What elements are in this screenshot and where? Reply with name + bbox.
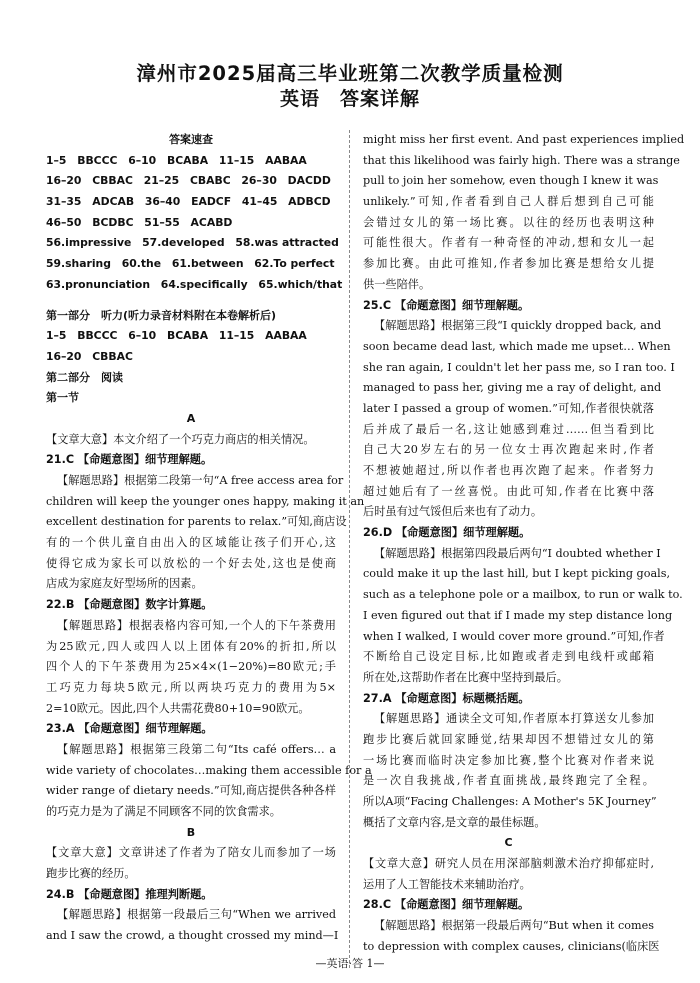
question-line: 26.D 【命题意图】细节理解题。 — [363, 526, 531, 540]
text-line: 【文章大意】本文介绍了一个巧克力商店的相关情况。 — [46, 432, 315, 446]
text-line: children will keep the younger ones happy, making it an — [46, 494, 365, 508]
text-line: 会错过女儿的第一场比赛。以往的经历也表明这种 — [363, 215, 654, 229]
answer-key-row: 46–50 BCDBC 51–55 ACABD — [46, 215, 233, 229]
answer-key-row: 16–20 CBBAC — [46, 349, 133, 363]
answer-key-row: 1–5 BBCCC 6–10 BCABA 11–15 AABAA — [46, 329, 307, 343]
text-line: 店成为家庭友好型场所的因素。 — [46, 577, 203, 591]
text-line: 跑步比赛的经历。 — [46, 867, 136, 881]
question-line: 25.C 【命题意图】细节理解题。 — [363, 298, 530, 312]
text-line: and I saw the crowd, a thought crossed my mind—I — [46, 929, 339, 943]
text-line: soon became dead last, which made me upset… When — [363, 339, 671, 353]
text-line: might miss her first event. And past experiences implied — [363, 133, 685, 146]
text-line: wide variety of chocolates…making them accessible for a — [46, 763, 372, 777]
text-line: 【解题思路】根据第一段最后三句“When we arrived — [57, 908, 336, 922]
text-line: 的巧克力是为了满足不同顾客不同的饮食需求。 — [46, 805, 281, 818]
text-line: 【解题思路】根据第三段第二句“Its café offers… a — [57, 742, 336, 756]
text-line: 不断给自己设定目标,比如跑或者走到电线杆或邮箱 — [363, 650, 654, 664]
text-line: 【文章大意】文章讲述了作者为了陪女儿而参加了一场 — [46, 846, 336, 860]
text-line: 后并成了最后一名,这让她感到难过……但当看到比 — [363, 422, 654, 436]
section-heading: 第二部分 阅读 — [46, 370, 123, 384]
text-line: 是一次自我挑战,作者直面挑战,最终跑完了全程。 — [363, 774, 654, 788]
text-line: I even figured out that if I made my step distance long — [363, 608, 673, 622]
right-column — [363, 130, 685, 958]
page-footer: —英语·答 1— — [315, 957, 385, 970]
answer-key-row: 1–5 BBCCC 6–10 BCABA 11–15 AABAA — [46, 153, 307, 167]
text-line: 后时虽有过气馁但后来也有了动力。 — [363, 505, 543, 519]
answer-key-row: 16–20 CBBAC 21–25 CBABC 26–30 DACDD — [46, 174, 331, 188]
question-line: 27.A 【命题意图】标题概括题。 — [363, 691, 530, 705]
section-heading: 第一节 — [46, 391, 79, 405]
text-line: that this likelihood was fairly high. There was a strange — [363, 153, 680, 167]
text-line: 一场比赛而临时决定参加比赛,整个比赛对作者来说 — [363, 753, 654, 767]
text-line: 【解题思路】根据表格内容可知,一个人的下午茶费用 — [57, 618, 336, 632]
text-line: such as a telephone pole or a mailbox, to run or walk to. — [363, 588, 683, 602]
text-line: 四个人的下午茶费用为25×4×(1−20%)=80欧元;手 — [46, 660, 336, 674]
text-line: managed to pass her, giving me a ray of delight, and — [363, 381, 662, 395]
document-subtitle: 英语 答案详解 — [279, 88, 420, 110]
question-line: 28.C 【命题意图】细节理解题。 — [363, 898, 530, 912]
text-line: wider range of dietary needs.”可知,商店提供各种各样 — [46, 784, 336, 798]
passage-label: C — [504, 836, 513, 850]
answer-key-heading: 答案速查 — [169, 133, 213, 146]
text-line: 参加比赛。由此可推知,作者参加比赛是想给女儿提 — [363, 257, 654, 271]
text-line: 2=10欧元。因此,四个人共需花费80+10=90欧元。 — [46, 701, 310, 715]
question-line: 24.B 【命题意图】推理判断题。 — [46, 887, 213, 901]
text-line: 不想被她超过,所以作者也再次跑了起来。作者努力 — [363, 464, 654, 477]
text-line: 供一些陪伴。 — [363, 277, 431, 291]
answer-key-row: 59.sharing 60.the 61.between 62.To perfect — [46, 257, 335, 271]
text-line: 【文章大意】研究人员在用深部脑刺激术治疗抑郁症时, — [363, 857, 654, 871]
text-line: when I walked, I would cover more ground.”可知,作者 — [363, 629, 665, 643]
question-line: 22.B 【命题意图】数字计算题。 — [46, 598, 213, 612]
answer-key-row: 63.pronunciation 64.specifically 65.which/that — [46, 277, 343, 291]
text-line: 可能性很大。作者有一种奇怪的冲动,想和女儿一起 — [363, 236, 654, 250]
text-line: she ran again, I couldn't let her pass me, so I ran too. I — [363, 360, 675, 374]
text-line: 所在处,这帮助作者在比赛中坚持到最后。 — [363, 670, 568, 684]
text-line: 工巧克力每块5欧元,所以两块巧克力的费用为5× — [46, 680, 336, 694]
text-line: pull to join her somehow, even though I knew it was — [363, 174, 659, 188]
text-line: 为25欧元,四人或四人以上团体有20%的折扣,所以 — [46, 639, 336, 653]
text-line: to depression with complex causes, clinicians(临床医 — [363, 939, 660, 953]
text-line: 【解题思路】通读全文可知,作者原本打算送女儿参加 — [374, 712, 654, 726]
text-line: 使得它成为家长可以放松的一个好去处,这也是使商 — [46, 556, 336, 570]
text-line: 【解题思路】根据第四段最后两句“I doubted whether I — [374, 546, 661, 560]
section-heading: 第一部分 听力(听力录音材料附在本卷解析后) — [46, 308, 277, 322]
column-divider — [349, 130, 350, 968]
passage-label: B — [186, 825, 196, 839]
text-line: 跑步比赛后就回家睡觉,结果却因不想错过女儿的第 — [363, 732, 654, 746]
text-line: 【解题思路】根据第一段最后两句“But when it comes — [374, 919, 654, 933]
text-line: 【解题思路】根据第二段第一句“A free access area for — [57, 474, 344, 487]
text-line: could make it up the last hill, but I kept picking goals, — [363, 567, 670, 581]
text-line: 所以A项“Facing Challenges: A Mother's 5K Journey” — [363, 795, 657, 808]
text-line: 【解题思路】根据第三段“I quickly dropped back, and — [374, 319, 662, 333]
question-line: 23.A 【命题意图】细节理解题。 — [46, 722, 213, 736]
text-line: unlikely.”可知,作者看到自己人群后想到自己可能 — [363, 195, 654, 209]
text-line: excellent destination for parents to relax.”可知,商店设 — [46, 515, 347, 529]
text-line: 概括了文章内容,是文章的最佳标题。 — [363, 815, 546, 829]
text-line: later I passed a group of women.”可知,作者很快就落 — [363, 401, 654, 415]
text-line: 自己大20岁左右的另一位女士再次跑起来时,作者 — [363, 443, 654, 457]
answer-key-row: 31–35 ADCAB 36–40 EADCF 41–45 ADBCD — [46, 195, 331, 209]
text-line: 运用了人工智能技术来辅助治疗。 — [363, 877, 531, 891]
text-line: 超过她后有了一丝喜悦。由此可知,作者在比赛中落 — [363, 484, 654, 498]
text-line: 有的一个供儿童自由出入的区域能让孩子们开心,这 — [46, 536, 336, 550]
question-line: 21.C 【命题意图】细节理解题。 — [46, 453, 213, 467]
left-column — [46, 130, 372, 947]
document-title: 漳州市2025届高三毕业班第二次教学质量检测 — [136, 62, 564, 85]
passage-label: A — [186, 411, 196, 425]
answer-key-row: 56.impressive 57.developed 58.was attracted — [46, 236, 339, 250]
